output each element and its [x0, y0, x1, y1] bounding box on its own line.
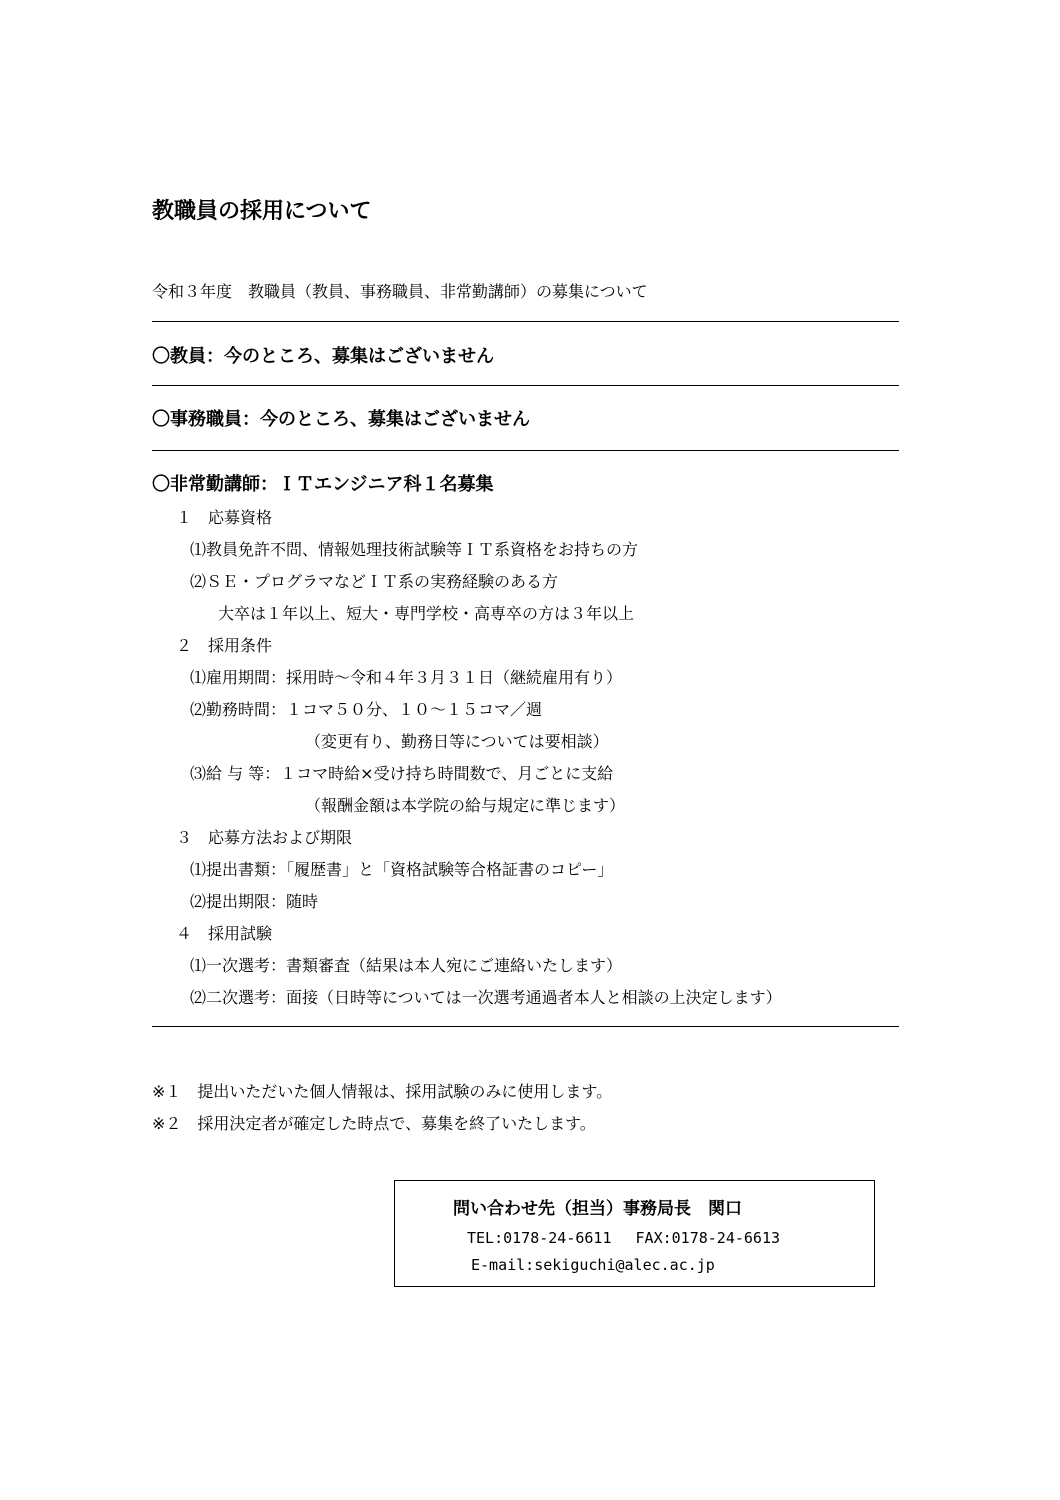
contact-box [394, 1180, 875, 1287]
divider [152, 1026, 899, 1027]
divider [152, 385, 899, 386]
exam-item: ⑴一次選考：書類審査（結果は本人宛にご連絡いたします） [190, 956, 623, 975]
page-title: 教職員の採用について [152, 199, 372, 224]
contact-email[interactable]: E-mail:sekiguchi@alec.ac.jp [471, 1256, 715, 1274]
section-office-staff: 〇事務職員：今のところ、募集はございません [152, 409, 530, 430]
section-part-time-lecturer: 〇非常勤講師：ＩＴエンジニア科１名募集 [152, 474, 494, 495]
heading-selection-exam: ４ 採用試験 [176, 924, 273, 943]
qualification-item: ⑴教員免許不問、情報処理技術試験等ＩＴ系資格をお持ちの方 [190, 540, 639, 559]
contact-heading: 問い合わせ先（担当）事務局長 関口 [453, 1199, 742, 1219]
exam-item: ⑵二次選考：面接（日時等については一次選考通過者本人と相談の上決定します） [190, 988, 782, 1007]
heading-application-method: ３ 応募方法および期限 [176, 828, 353, 847]
method-item: ⑴提出書類：「履歴書」と「資格試験等合格証書のコピー」 [190, 860, 614, 879]
note-item: ※２ 採用決定者が確定した時点で、募集を終了いたします。 [152, 1114, 596, 1133]
condition-item: ⑴雇用期間：採用時～令和４年３月３１日（継続雇用有り） [190, 668, 623, 687]
heading-conditions: ２ 採用条件 [176, 636, 273, 655]
recruitment-subtitle: 令和３年度 教職員（教員、事務職員、非常勤講師）の募集について [152, 282, 648, 301]
note-item: ※１ 提出いただいた個人情報は、採用試験のみに使用します。 [152, 1082, 613, 1101]
qualification-item-note: 大卒は１年以上、短大・専門学校・高専卒の方は３年以上 [218, 604, 635, 623]
heading-qualifications: １ 応募資格 [176, 508, 273, 527]
method-item: ⑵提出期限：随時 [190, 892, 319, 911]
contact-tel-fax: TEL:0178-24-6611 FAX:0178-24-6613 [467, 1229, 781, 1247]
divider [152, 321, 899, 322]
qualification-item: ⑵ＳＥ・プログラマなどＩＴ系の実務経験のある方 [190, 572, 559, 591]
condition-item-note: （報酬金額は本学院の給与規定に準じます） [305, 796, 626, 815]
section-teacher: 〇教員：今のところ、募集はございません [152, 346, 494, 367]
divider [152, 450, 899, 451]
condition-item: ⑶給 与 等：１コマ時給×受け持ち時間数で、月ごとに支給 [190, 764, 614, 783]
condition-item-note: （変更有り、勤務日等については要相談） [305, 732, 609, 751]
condition-item: ⑵勤務時間：１コマ５０分、１０～１５コマ／週 [190, 700, 543, 719]
